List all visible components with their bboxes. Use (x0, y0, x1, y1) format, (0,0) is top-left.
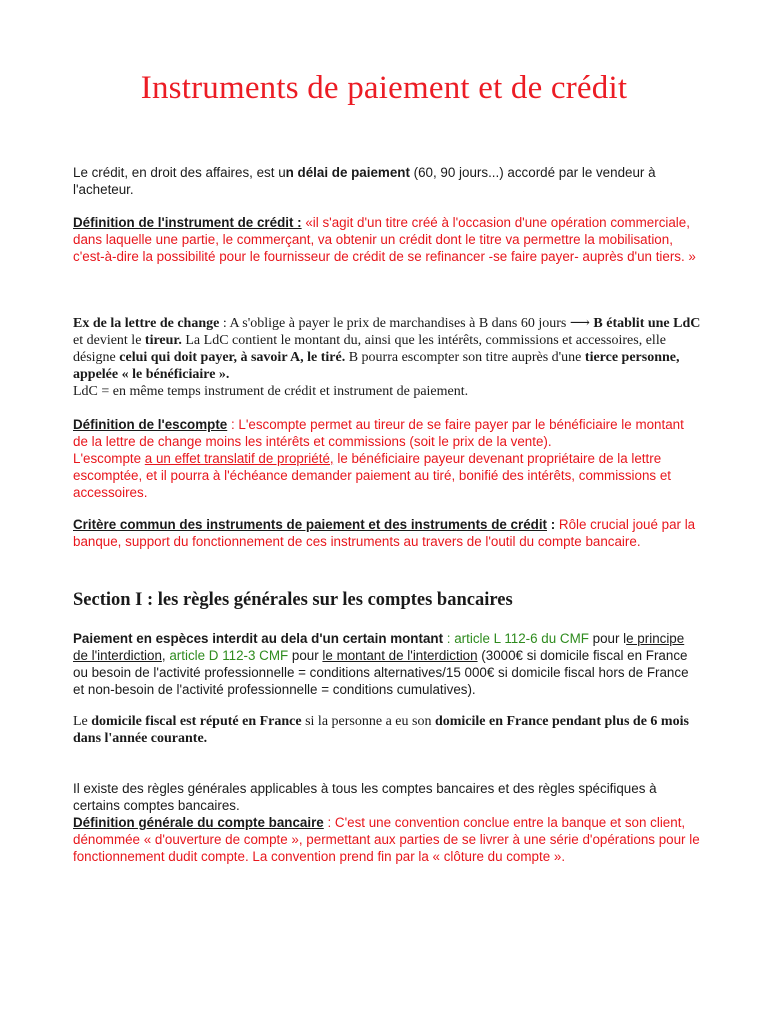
ex-ldc-bold-1: B établit une LdC (593, 316, 701, 331)
intro-text-1: Le crédit, en droit des affaires, est u (73, 165, 286, 180)
paiement-label: Paiement en espèces interdit au dela d'un certain montant (73, 631, 444, 646)
paiement-paragraph (73, 630, 701, 698)
page-title: Instruments de paiement et de crédit (140, 70, 628, 106)
domicile-text-1: Le (73, 714, 92, 729)
ex-ldc-bold-2: tireur. (144, 333, 182, 348)
paiement-text-5: (3000€ si domicile fiscal en France ou besoin de l'activité professionnelle = conditions alternatives/15 000€ si domicile fiscal hors de France et non-besoin de l'activité professionnelle = conditions cumulatives). (73, 648, 689, 697)
article-d112-3: article D 112-3 CMF (169, 648, 289, 663)
regles-text-1: Il existe des règles générales applicables à tous les comptes bancaires et des règles spécifiques à certains comptes bancaires. (73, 781, 657, 813)
regles-text-2: : C'est une convention conclue entre la banque et son client, dénommée « d'ouverture de compte », permettant aux parties de se livrer à une série d'opérations pour le fonctionnement dudit compte. La convention prend fin par la « clôture du compte ». (73, 815, 700, 864)
ex-ldc-text-1: : A s'oblige à payer le prix de marchandises à B dans 60 jours ⟶ (219, 316, 594, 331)
section-heading: Section I : les règles générales sur les comptes bancaires (73, 590, 513, 610)
def-escompte-text-2: L'escompte (73, 451, 145, 466)
regles-label: Définition générale du compte bancaire (73, 815, 324, 830)
def-escompte-label: Définition de l'escompte (73, 417, 228, 432)
def-credit-label: Définition de l'instrument de crédit : (73, 215, 302, 230)
paiement-text-2: pour l (588, 631, 627, 646)
domicile-bold-2: domicile en France pendant plus de 6 mois dans l'année courante. (73, 714, 689, 746)
def-escompte-text-1: : L'escompte permet au tireur de se faire payer par le bénéficiaire le montant de la lettre de change moins les intérêts et commissions (soit le prix de la vente). (73, 417, 684, 449)
critere-text: Rôle crucial joué par la banque, support du fonctionnement de ces instruments au travers de l'outil du compte bancaire. (73, 517, 696, 549)
paiement-text-4: pour (288, 648, 323, 663)
def-credit-paragraph (73, 214, 701, 265)
ex-ldc-bold-3: celui qui doit payer, à savoir A, le tiré. (119, 350, 346, 365)
paiement-text-3: , (161, 648, 170, 663)
regles-paragraph (73, 780, 701, 865)
def-escompte-underline: a un effet translatif de propriété, (144, 451, 334, 466)
article-l112-6: article L 112-6 du CMF (454, 631, 589, 646)
def-escompte-paragraph (73, 416, 701, 501)
def-escompte-text-3: le bénéficiaire payeur devenant propriétaire de la lettre escomptée, et il pourra à l'échéance demander paiement au tiré, bonifié des intérêts, commissions et accessoires. (73, 451, 672, 500)
paiement-principe: e principe de l'interdiction (73, 631, 685, 663)
ex-ldc-text-3: La LdC contient le montant du, ainsi que les intérêts, commissions et accessoires, elle désigne (73, 333, 666, 365)
paiement-montant: le montant de l'interdiction (322, 648, 478, 663)
def-credit-text: «il s'agit d'un titre créé à l'occasion d'une opération commerciale, dans laquelle une partie, le commerçant, va obtenir un crédit dont le titre va permettre la mobilisation, c'est-à-dire la possibilité pour le fournisseur de crédit de se refinancer -se faire payer- auprès d'un tiers. » (73, 215, 696, 264)
domicile-bold-1: domicile fiscal est réputé en France (91, 714, 302, 729)
critere-paragraph (73, 516, 701, 550)
ex-ldc-line-2: LdC = en même temps instrument de crédit et instrument de paiement. (73, 384, 469, 399)
paiement-text-1: : (443, 631, 455, 646)
intro-text-3: (60, 90 jours...) accordé par le vendeur à l'acheteur. (73, 165, 656, 197)
domicile-paragraph (73, 713, 701, 747)
ex-ldc-text-4: B pourra escompter son titre auprès d'une (345, 350, 585, 365)
ex-ldc-bold-4: tierce personne, appelée « le bénéficiaire ». (73, 350, 680, 382)
intro-delai: n délai de paiement (285, 165, 410, 180)
critere-label: Critère commun des instruments de paiement et des instruments de crédit (73, 517, 548, 532)
critere-colon: : (547, 517, 556, 532)
ex-ldc-paragraph (73, 315, 701, 400)
ex-ldc-text-2: et devient le (73, 333, 145, 348)
intro-paragraph (73, 164, 701, 198)
domicile-text-2: si la personne a eu son (301, 714, 435, 729)
ex-ldc-label: Ex de la lettre de change (73, 316, 220, 331)
